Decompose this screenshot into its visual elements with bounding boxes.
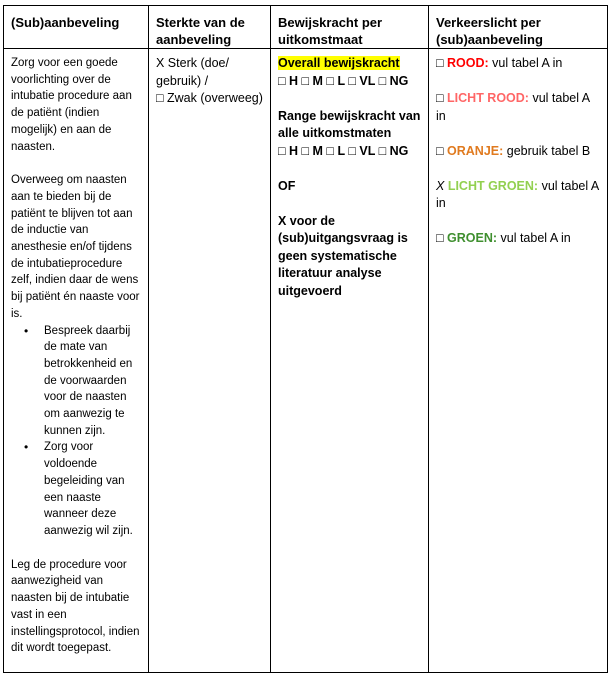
recommendation-bullet-2: • Zorg voor voldoende begeleiding van een naaste wanneer deze aanwezig wil zijn. <box>44 439 142 539</box>
strength-weak: □ Zwak (overweeg) <box>156 91 263 105</box>
range-evidence-title: Range bewijskracht van alle uitkomstmaten <box>278 108 421 140</box>
header-strength: Sterkte van de aanbeveling <box>149 6 271 49</box>
traffic-light-light-green: X LICHT GROEN: vul tabel A in <box>436 178 599 210</box>
recommendation-cell <box>4 49 149 673</box>
overall-evidence-title: Overall bewijskracht <box>278 56 400 70</box>
traffic-light-green: □ GROEN: vul tabel A in <box>436 231 571 245</box>
content-row <box>4 49 608 673</box>
recommendation-bullet-1: • Bespreek daarbij de mate van betrokkenheid en de voorwaarden voor de naasten om aanwezig te kunnen zijn. <box>44 323 142 440</box>
recommendation-paragraph-2: Overweeg om naasten aan te bieden bij de patiënt te blijven tot aan de inductie van anesthesie en/of tijdens de intubatieprocedure zelf, indien daar de wens bij patiënt én naaste voor is. <box>11 174 140 320</box>
header-traffic-light: Verkeerslicht per (sub)aanbeveling <box>429 6 608 49</box>
traffic-light-red: □ ROOD: vul tabel A in <box>436 56 563 70</box>
strength-strong: X Sterk (doe/ gebruik) / <box>156 56 229 88</box>
recommendation-table <box>3 5 608 673</box>
range-evidence-options: □ H □ M □ L □ VL □ NG <box>278 143 409 158</box>
strength-cell <box>149 49 271 673</box>
evidence-cell <box>271 49 429 673</box>
recommendation-paragraph-1: Zorg voor een goede voorlichting over de intubatie procedure aan de patiënt (indien mogelijk) en aan de naasten. <box>11 57 132 153</box>
recommendation-paragraph-3: Leg de procedure voor aanwezigheid van naasten bij de intubatie vast in een instellingsprotocol, indien dit wordt toegepast. <box>11 558 140 655</box>
traffic-light-cell <box>429 49 608 673</box>
header-row <box>4 6 608 49</box>
overall-evidence-options: □ H □ M □ L □ VL □ NG <box>278 73 409 88</box>
recommendation-bullets <box>11 323 142 540</box>
traffic-light-light-red: □ LICHT ROOD: vul tabel A in <box>436 91 590 123</box>
traffic-light-orange: □ ORANJE: gebruik tabel B <box>436 143 591 158</box>
no-review-statement: X voor de (sub)uitgangsvraag is geen systematische literatuur analyse uitgevoerd <box>278 213 408 298</box>
or-label: OF <box>278 178 296 193</box>
header-evidence: Bewijskracht per uitkomstmaat <box>271 6 429 49</box>
header-recommendation: (Sub)aanbeveling <box>4 6 149 49</box>
